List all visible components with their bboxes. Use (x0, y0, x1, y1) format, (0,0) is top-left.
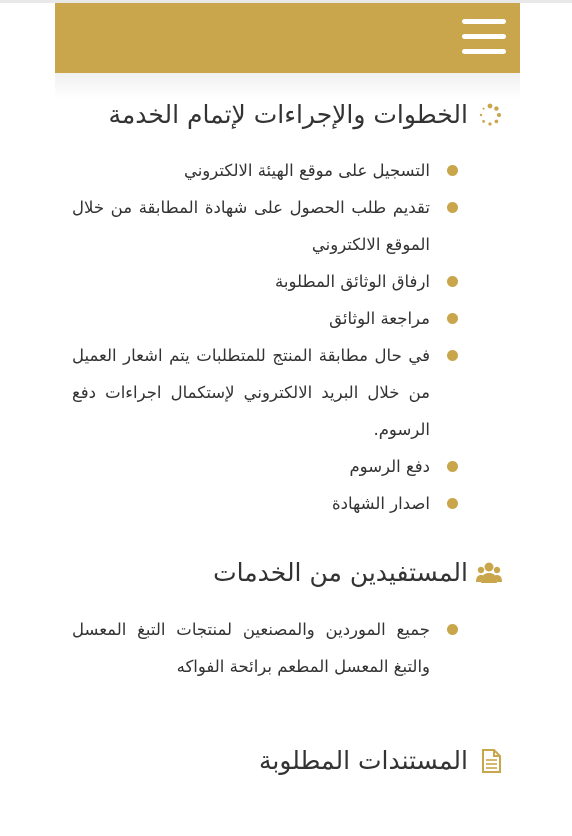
list-item: تقديم طلب الحصول على شهادة المطابقة من خلال الموقع الالكتروني (72, 189, 462, 263)
steps-list (72, 152, 462, 522)
list-item: جميع الموردين والمصنعين لمنتجات التبغ المعسل والتبغ المعسل المطعم برائحة الفواكه (72, 611, 462, 685)
section-title-beneficiaries (213, 558, 502, 587)
section-title-text: المستفيدين من الخدمات (213, 558, 468, 587)
list-item: مراجعة الوثائق (72, 300, 462, 337)
site-header (55, 3, 520, 73)
section-title-documents (259, 746, 502, 775)
section-title-text: الخطوات والإجراءات لإتمام الخدمة (108, 100, 468, 129)
list-item: في حال مطابقة المنتج للمتطلبات يتم اشعار العميل من خلال البريد الالكتروني لإستكمال اجراءات دفع الرسوم. (72, 337, 462, 448)
document-icon (478, 749, 502, 773)
users-icon (478, 561, 502, 585)
list-item: التسجيل على موقع الهيئة الالكتروني (72, 152, 462, 189)
spinner-icon (478, 103, 502, 127)
list-item: ارفاق الوثائق المطلوبة (72, 263, 462, 300)
section-title-steps (108, 100, 502, 129)
header-shadow (55, 73, 520, 99)
list-item: دفع الرسوم (72, 448, 462, 485)
section-title-text: المستندات المطلوبة (258, 746, 468, 775)
hamburger-menu-icon[interactable] (462, 19, 506, 55)
beneficiaries-list (72, 611, 462, 685)
list-item: اصدار الشهادة (72, 485, 462, 522)
